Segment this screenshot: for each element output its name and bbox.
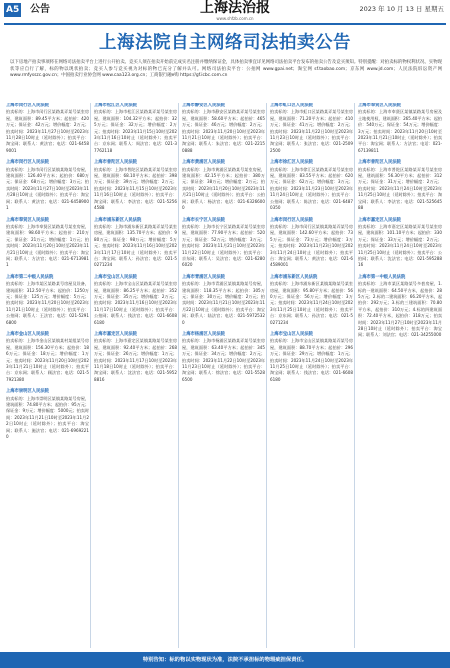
notice-body: 拍卖标的：上海市金山区某镇某村某组某号房屋，建筑面积：156.30平方米；起拍价：186万元；保证金：18万元；增价幅度：1万元；拍卖时间：2023年11月20日10时至2023年11月21日10时止（延时除外）；拍卖平台：京东网；联系人：顾法官；电话：021-57921380 [6, 338, 89, 382]
notice-column [182, 103, 267, 648]
notice-court-name: 上海市宝山区人民法院 [94, 274, 137, 280]
masthead [0, 0, 450, 26]
notice-court-name: 上海市普陀区人民法院 [358, 160, 401, 166]
notice-column [94, 103, 179, 648]
notice-court-name: 上海市黄浦区人民法院 [182, 160, 225, 166]
notice-court-name: 上海市闵行区人民法院 [6, 103, 49, 108]
notice-body: 拍卖标的：上海市浦东新区某镇某路某号某室房屋，建筑面积：95.80平方米；起拍价：560万元；保证金：56万元；增价幅度：3万元；拍卖时间：2023年11月24日10时至2023年11月25日10时止（延时除外）；拍卖平台：京东网；联系人：孙法官；电话：021-50271234 [270, 281, 353, 325]
auction-notice [270, 160, 353, 211]
auction-notice [94, 218, 177, 269]
auction-notice [182, 218, 265, 269]
notice-body: 拍卖标的：上海市松江区某路某弄某号某室房屋，建筑面积：104.32平方米；起拍价：325万元；保证金：32万元；增价幅度：2万元；拍卖时间：2023年11月15日10时至2023年11月16日10时止（延时除外）；拍卖平台：京东网；联系人：周法官；电话：021-37762118 [94, 109, 177, 153]
masthead-rule [4, 23, 446, 25]
notice-court-name: 上海市奉贤区人民法院 [358, 103, 401, 108]
auction-notice [6, 389, 89, 440]
notice-columns [6, 103, 444, 648]
auction-notice [6, 160, 89, 211]
notice-body: 拍卖标的：上海市静安区某路某弄某号某室房屋，建筑面积：58.60平方米；起拍价：465万元；保证金：46万元；增价幅度：2万元；拍卖时间：2023年11月20日10时至2023年11月21日10时止（延时除外）；拍卖平台：淘宝网；联系人：朱法官；电话：021-22150888 [182, 109, 265, 153]
auction-notice [94, 103, 177, 154]
auction-notice [182, 332, 265, 383]
auction-notice [94, 160, 177, 211]
notice-body: 拍卖标的：上海市某区某路某号房屋及设备，建筑面积：312.50平方米；起拍价：1250万元；保证金：125万元；增价幅度：5万元；拍卖时间：2023年11月20日10时至2023年11月21日10时止（延时除外）；拍卖平台：公拍网；联系人：王法官；电话：021-52916800 [6, 281, 89, 325]
auction-notice [6, 275, 89, 326]
footer-notice: 特别告知：标的物以实物现状为准，法院不承担标的物瑕疵担保责任。 [0, 652, 450, 668]
auction-notice [270, 103, 353, 154]
notice-court-name: 上海市嘉定区人民法院 [358, 217, 401, 223]
notice-court-name: 上海市青浦区人民法院 [182, 274, 225, 280]
notice-body: 拍卖标的：上海市嘉定区某路某弄某号某室房屋，建筑面积：101.10平方米；起拍价：330万元；保证金：33万元；增价幅度：2万元；拍卖时间：2023年11月24日10时至2023年11月25日10时止（延时除外）；拍卖平台：公拍网；联系人：沈法官；电话：021-59528816 [358, 223, 442, 268]
notice-body: 拍卖标的：上海市闵行区某镇某路某号房屋，建筑面积：126.40平方米；起拍价：680万元；保证金：68万元；增价幅度：3万元；拍卖时间：2023年11月27日10时至2023年11月28日10时止（延时除外）；拍卖平台：淘宝网；联系人：黄法官；电话：021-64589001 [6, 166, 89, 211]
notice-body: 拍卖标的：上海市崇明区某镇某路某号房屋，建筑面积：74.80平方米；起拍价：95万元；保证金：9万元；增价幅度：5000元；拍卖时间：2023年11月21日10时至2023年11月22日10时止（延时除外）；拍卖平台：淘宝网；联系人：施法官；电话：021-69692210 [6, 395, 89, 440]
notice-body: 拍卖标的：上海市青浦区某镇某路某号房屋，建筑面积：118.35平方米；起拍价：305万元；保证金：30万元；增价幅度：2万元；拍卖时间：2023年11月21日10时至2023年11月22日10时止（延时除外）；拍卖平台：淘宝网；联系人：陆法官；电话：021-59725320 [182, 281, 265, 325]
notice-court-name: 上海市闵行区人民法院 [270, 217, 313, 223]
auction-notice [358, 275, 442, 339]
notice-body: 拍卖标的：上海市浦东新区某路某弄某号某室房屋，建筑面积：135.70平方米；起拍价：980万元；保证金：98万元；增价幅度：5万元；拍卖时间：2023年11月16日10时至2023年11月17日10时止（延时除外）；拍卖平台：淘宝网；联系人：孙法官；电话：021-50271234 [94, 223, 177, 268]
auction-notice [182, 275, 265, 326]
notice-body: 拍卖标的：上海市杨浦区某路某弄某号某室房屋，建筑面积：63.40平方米；起拍价：345万元；保证金：34万元；增价幅度：2万元；拍卖时间：2023年11月22日10时至2023年11月23日10时止（延时除外）；拍卖平台：淘宝网；联系人：徐法官；电话：021-55286500 [182, 338, 265, 382]
notice-court-name: 上海市奉贤区人民法院 [6, 217, 49, 223]
notice-body: 拍卖标的：上海市闵行区某镇某路某弄某号房屋，建筑面积：142.60平方米；起拍价：735万元；保证金：73万元；增价幅度：3万元；拍卖时间：2023年11月23日10时至2023年11月24日10时止（延时除外）；拍卖平台：淘宝网；联系人：黄法官；电话：021-64589001 [270, 223, 353, 268]
newspaper-url: www.shfzb.com.cn [216, 16, 254, 21]
notice-court-name: 上海市第一中级人民法院 [358, 274, 406, 280]
publication-date: 2023 年 10 月 13 日 星期五 [359, 5, 444, 13]
auction-notice [182, 103, 265, 154]
auction-notice [94, 332, 177, 383]
auction-notice [94, 275, 177, 326]
notice-body: 拍卖标的：上海市普陀区某路某弄某号某室房屋，建筑面积：56.30平方米；起拍价：312万元；保证金：31万元；增价幅度：2万元；拍卖时间：2023年11月24日10时至2023年11月25日10时止（延时除外）；拍卖平台：淘宝网；联系人：李法官；电话：021-52564588 [358, 166, 442, 211]
notice-court-name: 上海市闵行区人民法院 [6, 160, 49, 166]
auction-notice [270, 275, 353, 326]
notice-body: 拍卖标的：上海市奉贤区某路某号某室房屋，建筑面积：98.60平方米；起拍价：210万元；保证金：21万元；增价幅度：1万元；拍卖时间：2023年11月20日10时至2023年11月21日10时止（延时除外）；拍卖平台：淘宝网；联系人：方法官；电话：021-67139811 [6, 223, 89, 268]
auction-notice [270, 218, 353, 269]
notice-court-name: 上海市崇明区人民法院 [6, 389, 49, 395]
notice-body: 拍卖标的：上海市黄浦区某路某号某室房屋，建筑面积：42.15平方米；起拍价：380万元；保证金：38万元；增价幅度：2万元；拍卖时间：2023年11月20日10时至2023年11月21日10时止（延时除外）；拍卖平台：公拍网；联系人：杨法官；电话：021-63266000 [182, 166, 265, 211]
notice-body: 拍卖标的：上海市嘉定区某镇某路某号某室房屋，建筑面积：92.40平方米；起拍价：268万元；保证金：26万元；增价幅度：1万元；拍卖时间：2023年11月17日10时至2023年11月18日10时止（延时除外）；拍卖平台：淘宝网；联系人：沈法官；电话：021-59528816 [94, 338, 177, 382]
auction-notice [358, 160, 442, 211]
notice-court-name: 上海市浦东新区人民法院 [94, 217, 142, 223]
notice-court-name: 上海市徐汇区人民法院 [270, 160, 313, 166]
notice-court-name: 上海市浦东新区人民法院 [270, 274, 318, 280]
notice-body: 拍卖标的：上海市奉贤区某镇某路某号房屋及土地使用权，建筑面积：265.40平方米；起拍价：540万元；保证金：54万元；增价幅度：3万元；拍卖时间：2023年11月20日10时至2023年11月21日10时止（延时除外）；拍卖平台：淘宝网；联系人：方法官；电话：021-67139811 [358, 109, 442, 153]
notice-court-name: 上海市杨浦区人民法院 [182, 332, 225, 337]
intro-paragraph: 以下房地产拍卖事项将在网络司法拍卖平台上进行公开拍卖。竞买人须在拍卖开始前完成实名注册并缴纳保证金，具体拍卖事宜详见网络司法拍卖平台发布的拍卖公告及竞买须知。特别提醒：对拍卖标的物权利状况、实物现状等应自行了解，标的物以现状拍卖；竞买人参与竞买视为对标的物已充分了解并认可。网络司法拍卖平台：公拍网 www.gpai.net；淘宝网 sf.taobao.com；京东网 www.jd.com；人民法院诉讼资产网 www.rmfysszc.gov.cn；中国拍卖行业协会网 www.caa123.org.cn；工商银行融e购 https://gf.icbc.com.cn [10, 60, 442, 79]
notice-body: 拍卖标的：上海市虹口区某路某弄某号某室房屋，建筑面积：71.20平方米；起拍价：410万元；保证金：41万元；增价幅度：2万元；拍卖时间：2023年11月22日10时至2023年11月23日10时止（延时除外）；拍卖平台：淘宝网；联系人：张法官；电话：021-25092500 [270, 109, 353, 153]
auction-notice [358, 103, 442, 154]
notice-column [6, 103, 91, 648]
notice-body: 拍卖标的：上海市徐汇区某路某弄某号某室房屋，建筑面积：83.55平方米；起拍价：620万元；保证金：62万元；增价幅度：3万元；拍卖时间：2023年11月23日10时至2023年11月24日10时止（延时除外）；拍卖平台：公拍网；联系人：陈法官；电话：021-64870350 [270, 166, 353, 211]
auction-notice [270, 332, 353, 383]
notice-court-name: 上海市第二中级人民法院 [6, 274, 54, 280]
notice-body: 拍卖标的：上海市某区某路某号多套房屋，1.标的一建筑面积：64.50平方米，起拍价：285万元；2.标的二建筑面积：66.20平方米，起拍价：292万元；3.标的三建筑面积：70.80平方米，起拍价：310万元；4.标的四建筑面积：72.40平方米，起拍价：318万元；拍卖时间：2023年11月27日10时至2023年11月28日10时止（延时除外）；拍卖平台：淘宝网；联系人：刘法官；电话：021-34255000 [358, 281, 442, 338]
notice-body: 拍卖标的：上海市宝山区某镇某路某弄某号房屋，建筑面积：88.70平方米；起拍价：296万元；保证金：29万元；增价幅度：1万元；拍卖时间：2023年11月24日10时至2023年11月25日10时止（延时除外）；拍卖平台：淘宝网；联系人：钱法官；电话：021-66086180 [270, 338, 353, 382]
notice-body: 拍卖标的：上海市长宁区某路某弄某号某室房屋，建筑面积：77.90平方米；起拍价：520万元；保证金：52万元；增价幅度：3万元；拍卖时间：2023年11月21日10时至2023年11月22日10时止（延时除外）；拍卖平台：京东网；联系人：吴法官；电话：021-62806020 [182, 223, 265, 268]
auction-notice [358, 218, 442, 269]
notice-court-name: 上海市普陀区人民法院 [94, 160, 137, 166]
auction-notice [6, 332, 89, 383]
auction-notice [6, 103, 89, 154]
notice-body: 拍卖标的：上海市宝山区某路某弄某号某室房屋，建筑面积：86.25平方米；起拍价：352万元；保证金：35万元；增价幅度：2万元；拍卖时间：2023年11月16日10时至2023年11月17日10时止（延时除外）；拍卖平台：公拍网；联系人：钱法官；电话：021-66086180 [94, 281, 177, 325]
page-title: 上海法院自主网络司法拍卖公告 [99, 33, 351, 53]
notice-court-name: 上海市嘉定区人民法院 [94, 332, 137, 337]
page-number-badge: A5 [6, 5, 20, 15]
notice-court-name: 上海市宝山区人民法院 [270, 332, 313, 337]
notice-column [270, 103, 355, 648]
notice-court-name: 上海市松江区人民法院 [94, 103, 137, 108]
notice-court-name: 上海市长宁区人民法院 [182, 217, 225, 223]
newspaper-name: 上海法治报 [200, 0, 270, 16]
notice-court-name: 上海市静安区人民法院 [182, 103, 225, 108]
notice-court-name: 上海市金山区人民法院 [6, 332, 49, 337]
notice-body: 拍卖标的：上海市普陀区某路某弄某号某室房屋，建筑面积：68.10平方米；起拍价：398万元；保证金：39万元；增价幅度：2万元；拍卖时间：2023年11月15日10时至2023年11月16日10时止（延时除外）；拍卖平台：淘宝网；联系人：李法官；电话：021-52564588 [94, 166, 177, 211]
notice-court-name: 上海市虹口区人民法院 [270, 103, 313, 108]
notice-column [358, 103, 443, 648]
notice-body: 拍卖标的：上海市闵行区某路某弄某号某室房屋，建筑面积：89.45平方米；起拍价：420万元；保证金：42万元；增价幅度：2万元；拍卖时间：2023年11月27日10时至2023年11月28日10时止（延时除外）；拍卖平台：淘宝网；联系人：黄法官；电话：021-64589001 [6, 109, 89, 153]
section-name: 公告 [30, 4, 50, 15]
auction-notice [6, 218, 89, 269]
auction-notice [182, 160, 265, 211]
